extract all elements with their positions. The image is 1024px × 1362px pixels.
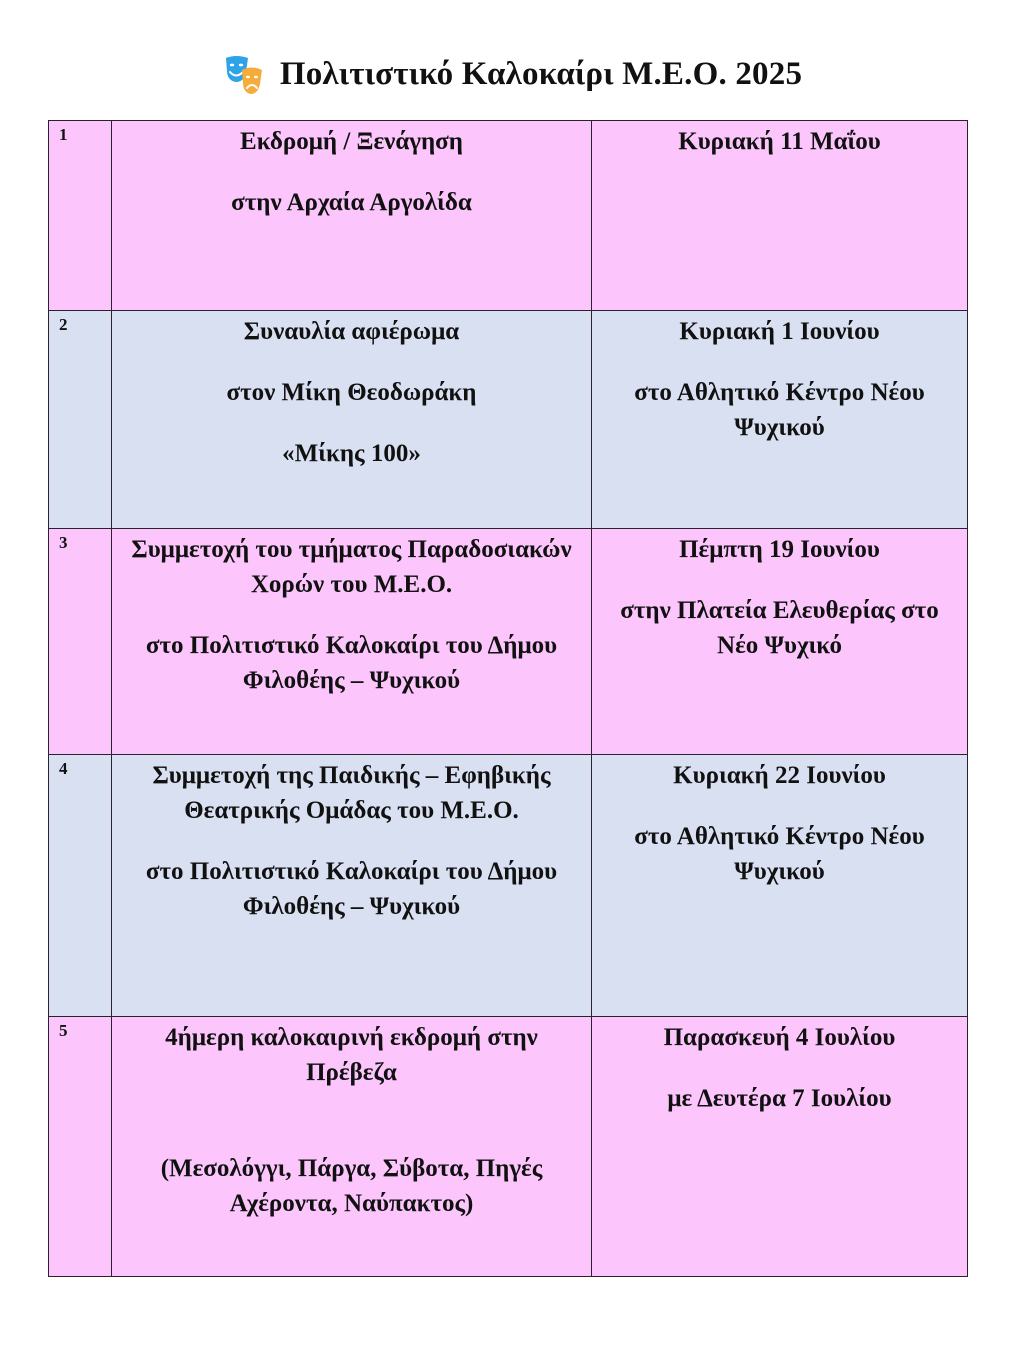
events-table <box>48 120 968 1277</box>
event-subtitle: «Μίκης 100» <box>282 440 421 467</box>
event-cell <box>112 755 592 1017</box>
row-number: 2 <box>49 311 112 529</box>
event-date: Κυριακή 22 Ιουνίου <box>673 762 886 789</box>
event-detail: στον Μίκη Θεοδωράκη <box>226 379 477 406</box>
event-location: στην Πλατεία Ελευθερίας στο Νέο Ψυχικό <box>620 597 939 659</box>
row-number: 5 <box>49 1017 112 1277</box>
event-destinations: (Μεσολόγγι, Πάργα, Σύβοτα, Πηγές Αχέροντα, Ναύπακτος) <box>160 1155 543 1217</box>
event-date-start: Παρασκευή 4 Ιουλίου <box>663 1024 896 1051</box>
theater-masks-icon <box>222 52 266 96</box>
date-cell <box>592 529 968 755</box>
event-title: 4ήμερη καλοκαιρινή εκδρομή στην Πρέβεζα <box>165 1024 538 1086</box>
page-header <box>0 48 1024 100</box>
table-row <box>49 529 968 755</box>
event-location: στο Αθλητικό Κέντρο Νέου Ψυχικού <box>634 823 925 885</box>
event-title: Εκδρομή / Ξενάγηση <box>240 128 463 155</box>
date-cell <box>592 311 968 529</box>
event-cell <box>112 529 592 755</box>
event-cell <box>112 311 592 529</box>
date-cell <box>592 755 968 1017</box>
page-title: Πολιτιστικό Καλοκαίρι Μ.Ε.Ο. 2025 <box>279 55 803 92</box>
table-row <box>49 311 968 529</box>
event-date: Κυριακή 11 Μαΐου <box>678 128 881 155</box>
event-cell <box>112 121 592 311</box>
event-cell <box>112 1017 592 1277</box>
date-cell <box>592 121 968 311</box>
event-detail: στο Πολιτιστικό Καλοκαίρι του Δήμου Φιλοθέης – Ψυχικού <box>145 632 558 694</box>
event-title: Συμμετοχή της Παιδικής – Εφηβικής Θεατρικής Ομάδας του Μ.Ε.Ο. <box>152 762 551 824</box>
event-detail: στο Πολιτιστικό Καλοκαίρι του Δήμου Φιλοθέης – Ψυχικού <box>145 858 558 920</box>
event-date: Κυριακή 1 Ιουνίου <box>679 318 880 345</box>
row-number: 3 <box>49 529 112 755</box>
event-date-end: με Δευτέρα 7 Ιουλίου <box>667 1085 892 1112</box>
event-title: Συναυλία αφιέρωμα <box>243 318 460 345</box>
event-date: Πέμπτη 19 Ιουνίου <box>679 536 880 563</box>
table-row <box>49 121 968 311</box>
event-detail: στην Αρχαία Αργολίδα <box>231 189 472 216</box>
row-number: 4 <box>49 755 112 1017</box>
table-row <box>49 1017 968 1277</box>
row-number: 1 <box>49 121 112 311</box>
date-cell <box>592 1017 968 1277</box>
table-row <box>49 755 968 1017</box>
event-location: στο Αθλητικό Κέντρο Νέου Ψυχικού <box>634 379 925 441</box>
event-title: Συμμετοχή του τμήματος Παραδοσιακών Χορών του Μ.Ε.Ο. <box>131 536 572 598</box>
